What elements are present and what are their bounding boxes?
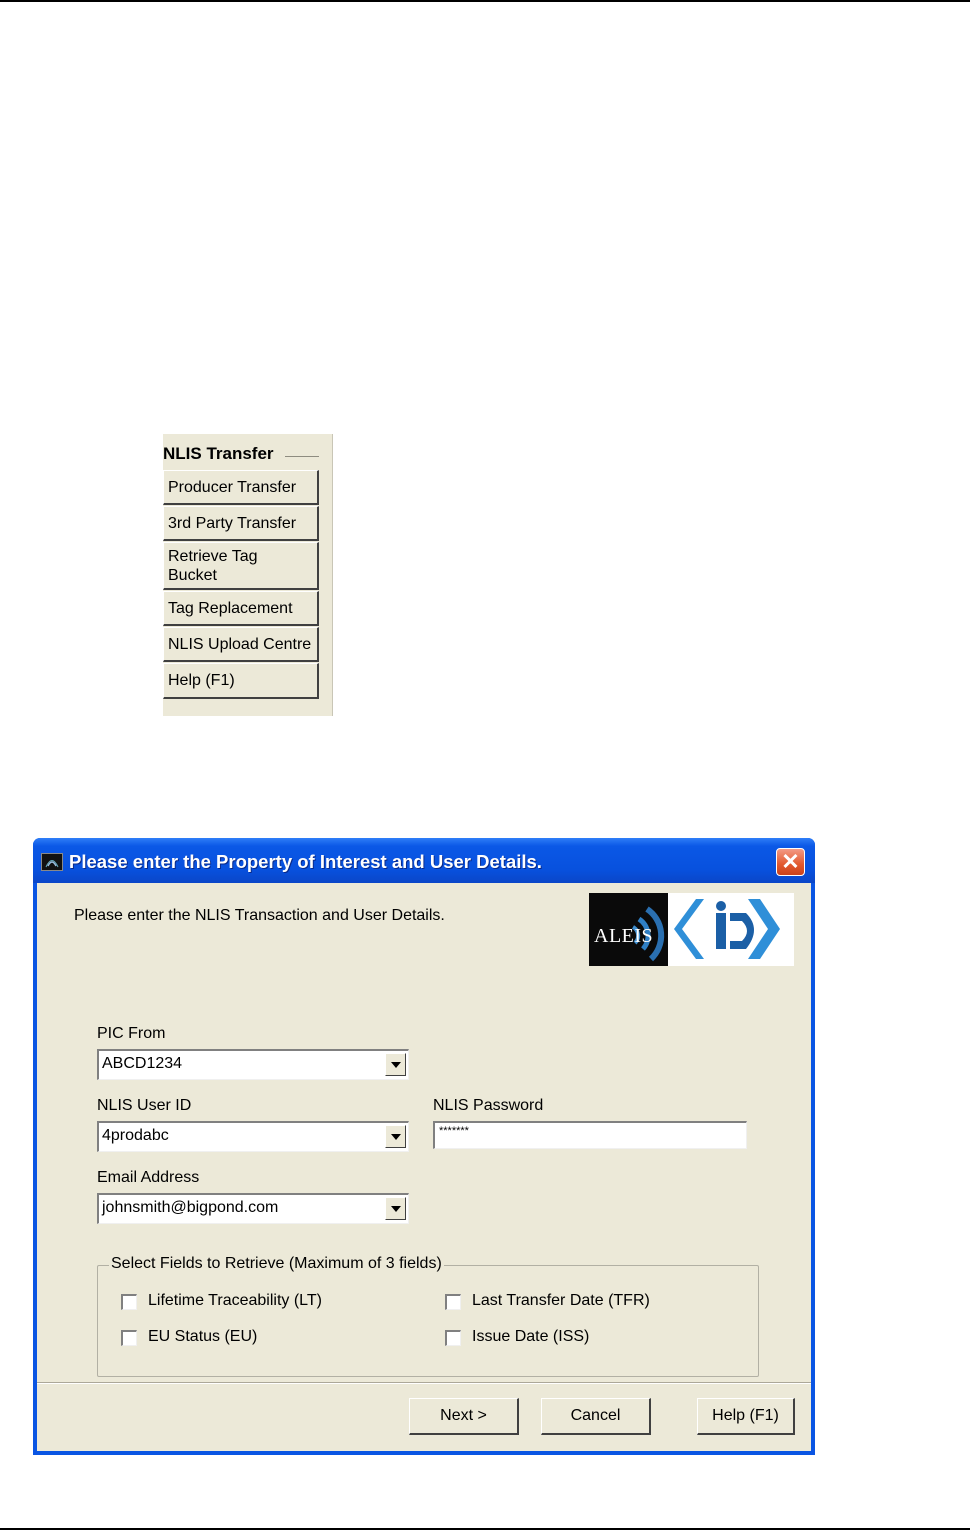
lifetime-traceability-checkbox[interactable] <box>121 1294 137 1310</box>
email-value: johnsmith@bigpond.com <box>102 1199 279 1216</box>
password-label: NLIS Password <box>433 1097 544 1114</box>
panel-title: NLIS Transfer <box>163 444 274 463</box>
aleis-logo-text: ALEIS <box>594 925 654 947</box>
password-field[interactable] <box>433 1121 747 1149</box>
next-button-label: Next > <box>440 1407 487 1424</box>
panel-help-label: Help (F1) <box>168 672 235 689</box>
nlis-upload-centre-label: NLIS Upload Centre <box>168 635 312 653</box>
close-icon: ✕ <box>781 849 800 874</box>
retrieve-tag-bucket-button[interactable] <box>163 542 319 590</box>
page-top-rule <box>0 0 970 2</box>
help-button-label: Help (F1) <box>712 1407 779 1424</box>
pic-from-label: PIC From <box>97 1025 166 1042</box>
close-button[interactable] <box>776 848 805 876</box>
user-details-dialog <box>33 838 815 1455</box>
tag-replacement-button[interactable] <box>163 591 319 626</box>
producer-transfer-label: Producer Transfer <box>168 478 297 496</box>
aleis-app-icon <box>41 853 63 871</box>
user-id-combo[interactable] <box>97 1121 409 1152</box>
cancel-button-label: Cancel <box>570 1407 621 1424</box>
chevron-down-icon[interactable] <box>385 1053 406 1076</box>
eu-status-checkbox[interactable] <box>121 1330 137 1346</box>
dialog-body <box>37 883 811 1451</box>
instruction-text: Please enter the NLIS Transaction and User Details. <box>74 907 445 924</box>
retrieve-fields-group <box>97 1265 759 1377</box>
last-transfer-date-checkbox[interactable] <box>445 1294 461 1310</box>
third-party-transfer-button[interactable] <box>163 506 319 541</box>
email-combo[interactable] <box>97 1193 409 1224</box>
pic-from-value: ABCD1234 <box>102 1055 183 1072</box>
last-transfer-date-label[interactable]: Last Transfer Date (TFR) <box>472 1292 650 1309</box>
retrieve-fields-legend: Select Fields to Retrieve (Maximum of 3 fields) <box>111 1255 442 1272</box>
eu-status-label[interactable]: EU Status (EU) <box>148 1328 258 1345</box>
password-value: ******* <box>439 1125 469 1137</box>
chevron-down-icon[interactable] <box>385 1125 406 1148</box>
nlis-upload-centre-button[interactable] <box>163 627 319 662</box>
producer-transfer-button[interactable] <box>163 470 319 505</box>
third-party-transfer-label: 3rd Party Transfer <box>168 514 297 532</box>
aleis-nlis-logo <box>589 893 794 966</box>
dialog-titlebar[interactable] <box>33 838 815 883</box>
pic-from-combo[interactable] <box>97 1049 409 1080</box>
next-button[interactable] <box>409 1398 519 1435</box>
chevron-down-icon[interactable] <box>385 1197 406 1220</box>
aleis-logo <box>589 893 668 966</box>
lifetime-traceability-label[interactable]: Lifetime Traceability (LT) <box>148 1292 322 1309</box>
button-bar-divider-highlight <box>37 1383 811 1384</box>
help-button[interactable] <box>697 1398 795 1435</box>
nlis-transfer-panel <box>163 434 333 716</box>
issue-date-checkbox[interactable] <box>445 1330 461 1346</box>
page-bottom-rule <box>0 1528 970 1530</box>
panel-help-button[interactable] <box>163 663 319 699</box>
dialog-title: Please enter the Property of Interest and User Details. <box>69 851 542 872</box>
issue-date-label[interactable]: Issue Date (ISS) <box>472 1328 590 1345</box>
email-label: Email Address <box>97 1169 200 1186</box>
user-id-value: 4prodabc <box>102 1127 169 1144</box>
cancel-button[interactable] <box>541 1398 651 1435</box>
retrieve-tag-bucket-label: Retrieve Tag Bucket <box>168 547 258 584</box>
panel-title-divider <box>285 456 319 457</box>
nlis-id-logo <box>668 893 794 966</box>
tag-replacement-label: Tag Replacement <box>168 599 293 617</box>
user-id-label: NLIS User ID <box>97 1097 192 1114</box>
